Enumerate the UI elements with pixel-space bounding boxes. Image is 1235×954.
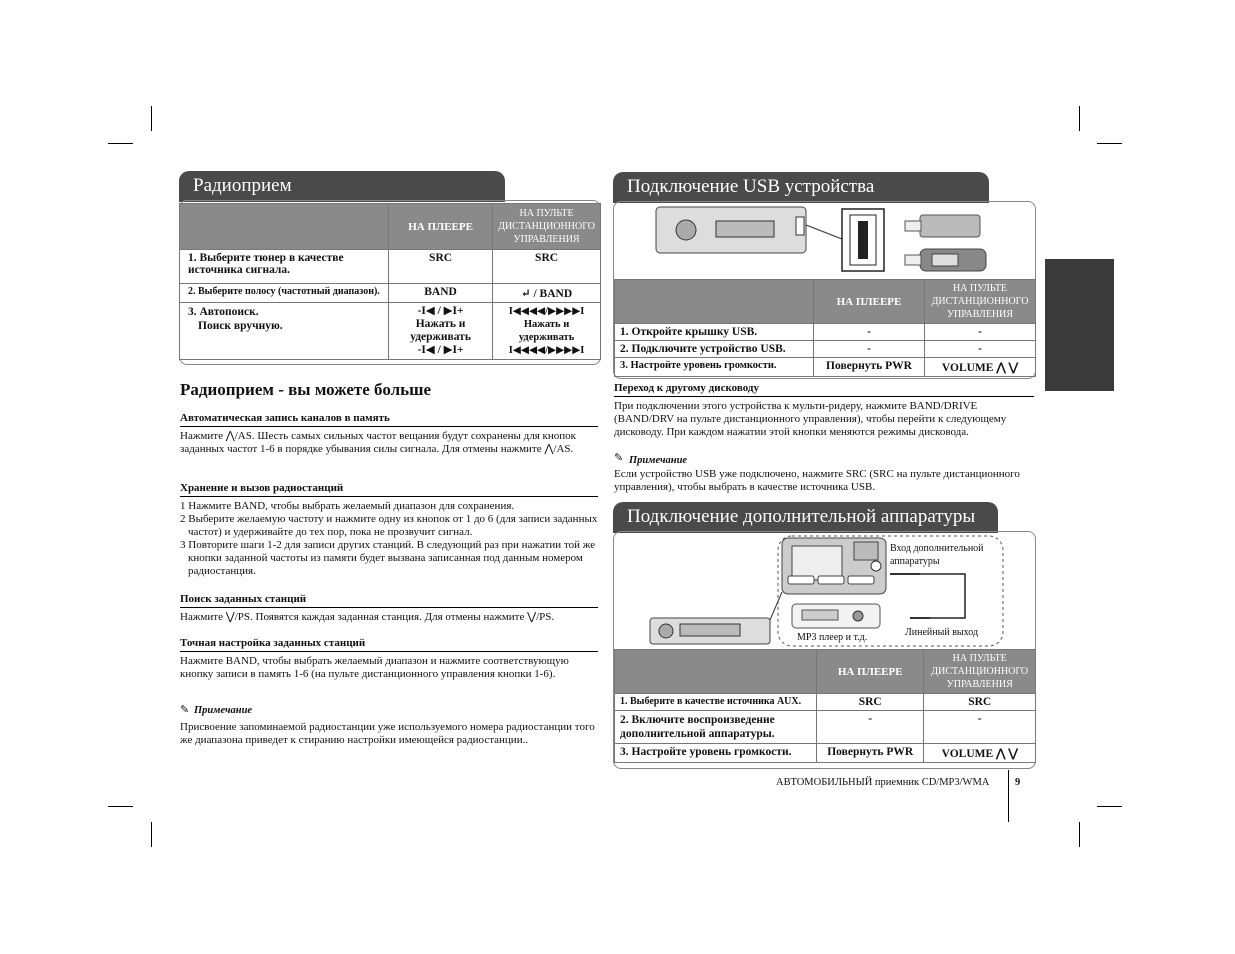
table-row: 1. Выберите тюнер в качестве источника сигнала. bbox=[180, 250, 389, 284]
table-cell: SRC bbox=[924, 694, 1036, 711]
table-row: 3. Настройте уровень громкости. bbox=[615, 744, 817, 763]
head-unit-small-icon bbox=[650, 592, 782, 644]
radio-controls-table bbox=[179, 203, 601, 360]
table-cell: VOLUME ⋀ ⋁ bbox=[925, 358, 1036, 377]
usb-port-icon bbox=[842, 209, 884, 271]
table-header-player: НА ПЛЕЕРЕ bbox=[814, 280, 925, 324]
table-cell: - bbox=[814, 341, 925, 358]
radio-section-title: Радиоприем bbox=[179, 171, 505, 202]
note-text: Присвоение запоминаемой радиостанции уже используемого номера радиостанции того же диапазона приведет к стиранию настройки имеющейся радиостанции.. bbox=[180, 721, 595, 746]
note-label: Примечание bbox=[194, 705, 253, 716]
subheading: Поиск заданных станций bbox=[180, 593, 598, 608]
table-cell: SRC bbox=[493, 250, 601, 284]
list bbox=[180, 500, 598, 578]
table-row: 1. Откройте крышку USB. bbox=[615, 324, 814, 341]
paragraph: Нажмите ⋁/PS. Появятся каждая заданная станция. Для отмены нажмите ⋁/PS. bbox=[180, 611, 555, 623]
car-stereo-closeup-icon bbox=[782, 538, 886, 594]
mp3-label: MP3 плеер и т.д. bbox=[797, 632, 868, 643]
note-label: Примечание bbox=[629, 455, 688, 466]
footer-divider bbox=[1008, 770, 1009, 822]
crop-mark bbox=[108, 806, 133, 807]
footer-caption: АВТОМОБИЛЬНЫЙ приемник CD/MP3/WMA bbox=[776, 777, 990, 788]
table-header-player: НА ПЛЕЕРЕ bbox=[389, 204, 493, 250]
table-header-step bbox=[615, 280, 814, 324]
table-row: 1. Выберите в качестве источника AUX. bbox=[615, 694, 817, 711]
page-number: 9 bbox=[1015, 777, 1021, 788]
cell-line: -I◀ / ▶I+ bbox=[417, 344, 464, 356]
paragraph: Нажмите BAND, чтобы выбрать желаемый диапазон и нажмите соответствующую кнопку записи в память 1-6 (на пульте дистанционного управления кнопки 1-6). bbox=[180, 655, 569, 680]
table-cell: - bbox=[925, 324, 1036, 341]
table-row bbox=[180, 303, 389, 360]
table-cell: VOLUME ⋀ ⋁ bbox=[924, 744, 1036, 763]
list-item: 3 Повторите шаги 1-2 для записи других станций. В следующий раз при нажатии той же кнопки заданной частоты из памяти будет вызвана записанная под данным номером радиостанция. bbox=[180, 539, 596, 577]
table-row: 2. Подключите устройство USB. bbox=[615, 341, 814, 358]
mp3-player-icon bbox=[792, 604, 880, 628]
crop-mark bbox=[1079, 822, 1080, 847]
list-item: 2 Выберите желаемую частоту и нажмите одну из кнопок от 1 до 6 (для записи заданных частот) и удерживайте до тех пор, пока не прозвучит сигнал. bbox=[180, 513, 598, 538]
aux-controls-table bbox=[614, 649, 1036, 763]
table-header-step bbox=[615, 650, 817, 694]
table-cell: ↵ / BAND bbox=[493, 284, 601, 303]
audio-cable-icon bbox=[890, 574, 965, 618]
line-out-label: Линейный выход bbox=[905, 627, 979, 638]
table-cell: Повернуть PWR bbox=[814, 358, 925, 377]
note-icon: ✎ bbox=[614, 452, 624, 464]
cell-line: -I◀ / ▶I+ bbox=[417, 305, 464, 317]
usb-mp3-player-icon bbox=[905, 249, 986, 271]
car-stereo-icon bbox=[656, 207, 842, 253]
table-row: 2. Включите воспроизведение дополнительной аппаратуры. bbox=[615, 711, 817, 744]
subheading: Автоматическая запись каналов в память bbox=[180, 412, 598, 427]
table-cell: - bbox=[924, 711, 1036, 744]
crop-mark bbox=[151, 106, 152, 131]
crop-mark bbox=[1097, 143, 1122, 144]
list-item: 1 Нажмите BAND, чтобы выбрать желаемый диапазон для сохранения. bbox=[180, 500, 515, 512]
subheading: Точная настройка заданных станций bbox=[180, 637, 598, 652]
subheading: Хранение и вызов радиостанций bbox=[180, 482, 598, 497]
table-row: 2. Выберите полосу (частотный диапазон). bbox=[180, 284, 389, 303]
aux-input-label: Вход дополнительной аппаратуры bbox=[890, 543, 984, 567]
table-cell bbox=[389, 303, 493, 360]
subheading: Переход к другому дисководу bbox=[614, 382, 1034, 397]
usb-section-title: Подключение USB устройства bbox=[613, 172, 989, 203]
usb-controls-table bbox=[614, 279, 1036, 377]
table-cell: SRC bbox=[816, 694, 924, 711]
paragraph: При подключении этого устройства к мульти-ридеру, нажмите BAND/DRIVE (BAND/DRV на пульте дистанционного управления), чтобы перейти к следующему дисководу. При каждом нажатии этой кнопки меняются режимы дисковода. bbox=[614, 400, 1007, 438]
crop-mark bbox=[1079, 106, 1080, 131]
step-text: Поиск вручную. bbox=[198, 320, 283, 332]
paragraph: Нажмите ⋀/AS. Шесть самых сильных частот вещания будут сохранены для кнопок заданных частот 1-6 в порядке убывания силы сигнала. Для отмены нажмите ⋀/AS. bbox=[180, 430, 576, 455]
table-cell bbox=[493, 303, 601, 360]
table-cell: SRC bbox=[389, 250, 493, 284]
crop-mark bbox=[151, 822, 152, 847]
cell-line: Нажать и удерживать bbox=[410, 318, 471, 343]
crop-mark bbox=[108, 143, 133, 144]
usb-flash-drive-icon bbox=[905, 215, 980, 237]
table-cell: - bbox=[814, 324, 925, 341]
table-cell: BAND bbox=[389, 284, 493, 303]
table-header-player: НА ПЛЕЕРЕ bbox=[816, 650, 924, 694]
note-icon: ✎ bbox=[180, 704, 190, 716]
usb-illustration bbox=[620, 203, 1030, 278]
cell-line: Нажать и удерживать bbox=[518, 319, 575, 343]
table-header-step bbox=[180, 204, 389, 250]
step-text: 3. Автопоиск. bbox=[188, 306, 259, 318]
table-cell: Повернуть PWR bbox=[816, 744, 924, 763]
cell-line: I◀◀◀◀/▶▶▶▶I bbox=[508, 345, 585, 356]
table-header-remote: НА ПУЛЬТЕ ДИСТАНЦИОННОГО УПРАВЛЕНИЯ bbox=[493, 204, 601, 250]
note-text: Если устройство USB уже подключено, нажмите SRC (SRC на пульте дистанционного управления), чтобы выбрать в качестве источника USB. bbox=[614, 468, 1020, 493]
aux-section-title: Подключение дополнительной аппаратуры bbox=[613, 502, 998, 533]
crop-mark bbox=[1097, 806, 1122, 807]
table-row: 3. Настройте уровень громкости. bbox=[615, 358, 814, 377]
chapter-side-tab bbox=[1045, 259, 1114, 391]
table-cell: - bbox=[816, 711, 924, 744]
section-heading: Радиоприем - вы можете больше bbox=[180, 380, 432, 399]
table-header-remote: НА ПУЛЬТЕ ДИСТАНЦИОННОГО УПРАВЛЕНИЯ bbox=[925, 280, 1036, 324]
cell-line: I◀◀◀◀/▶▶▶▶I bbox=[508, 306, 585, 317]
table-header-remote: НА ПУЛЬТЕ ДИСТАНЦИОННОГО УПРАВЛЕНИЯ bbox=[924, 650, 1036, 694]
table-cell: - bbox=[925, 341, 1036, 358]
